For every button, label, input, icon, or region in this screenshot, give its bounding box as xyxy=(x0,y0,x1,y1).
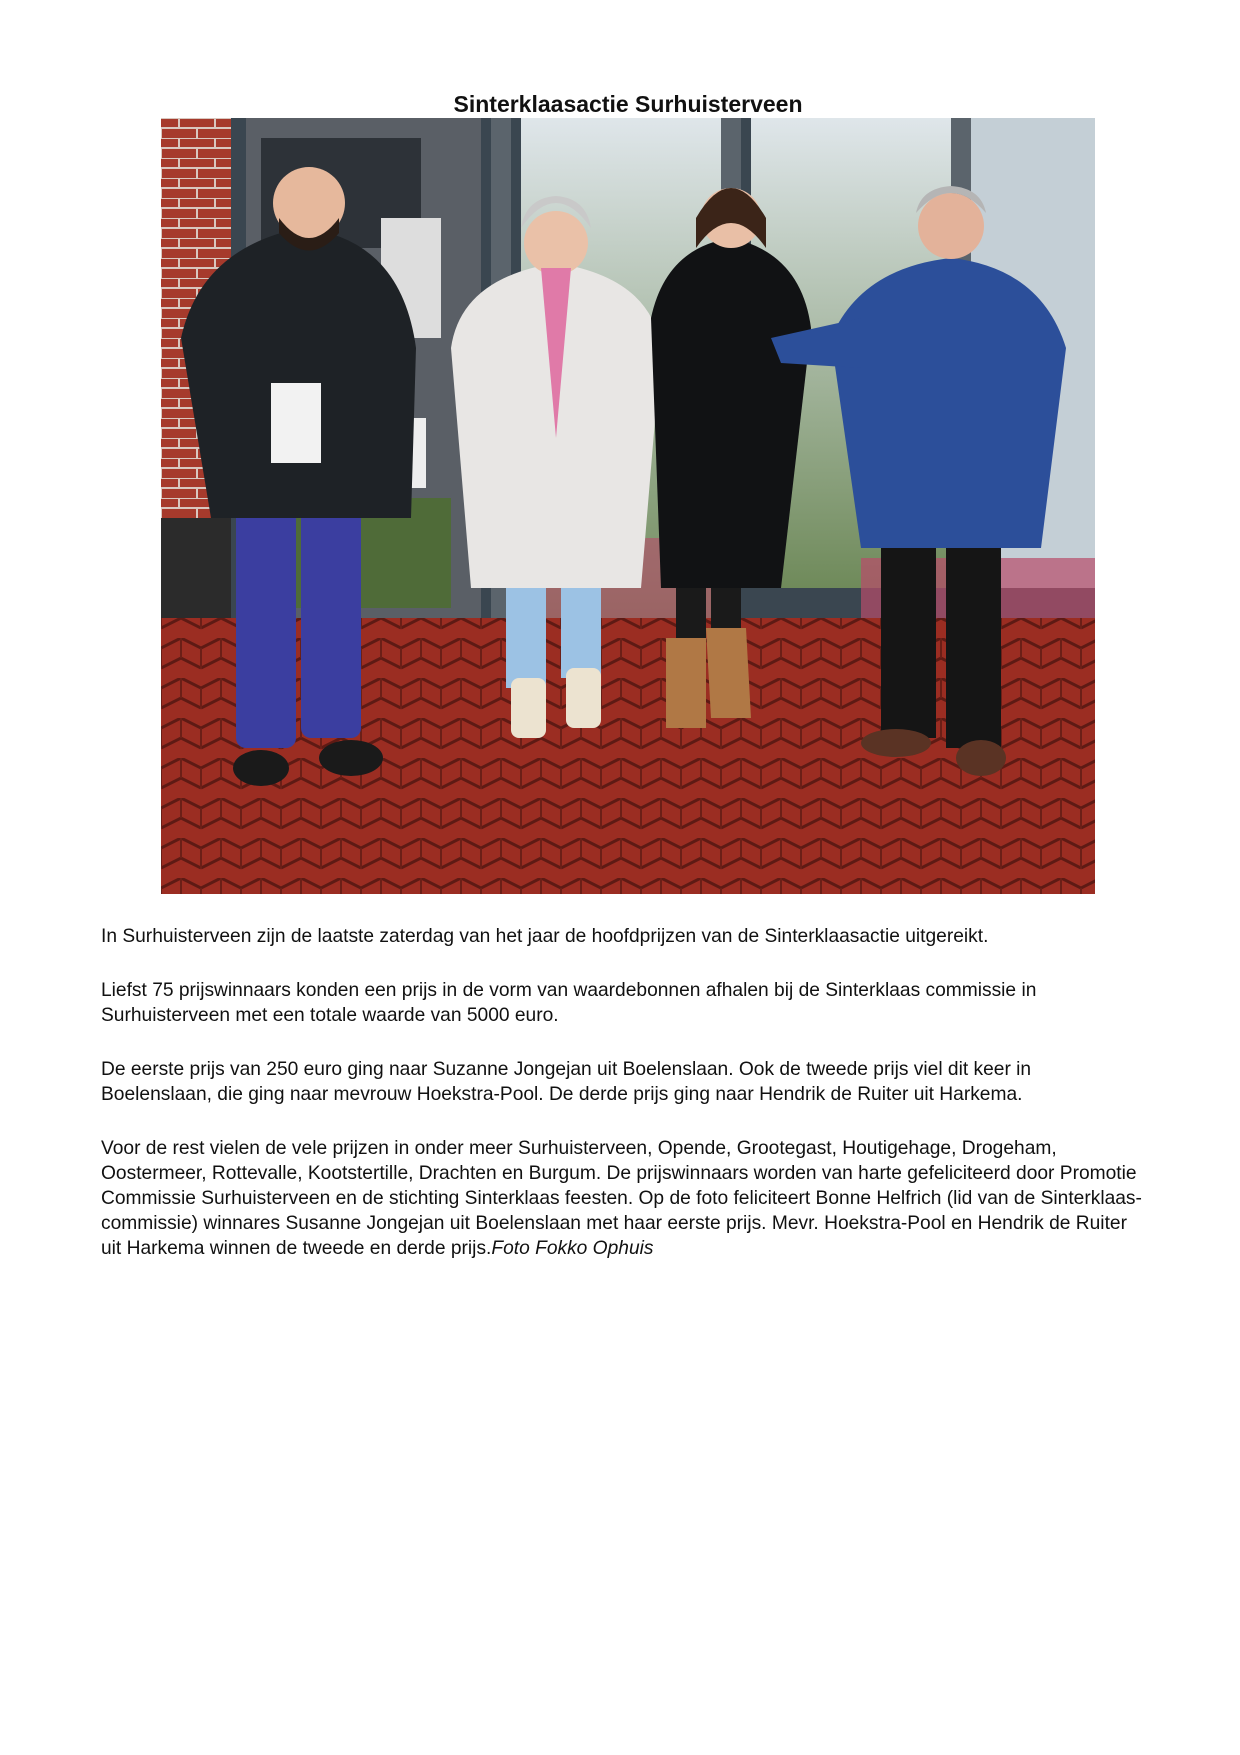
article-paragraph-3: De eerste prijs van 250 euro ging naar Suzanne Jongejan uit Boelenslaan. Ook de tweede prijs viel dit keer in Boelenslaan, die ging naar mevrouw Hoekstra-Pool. De derde prijs ging naar Hendrik de Ruiter uit Harkema. xyxy=(101,1059,1032,1105)
photo-illustration xyxy=(161,118,1095,894)
article-body xyxy=(101,924,1146,1290)
article-paragraph-2: Liefst 75 prijswinnaars konden een prijs in de vorm van waardebonnen afhalen bij de Sinterklaas commissie in Surhuisterveen met een totale waarde van 5000 euro. xyxy=(101,980,1037,1026)
article-title: Sinterklaasactie Surhuisterveen xyxy=(453,91,803,117)
article-paragraph-1: In Surhuisterveen zijn de laatste zaterdag van het jaar de hoofdprijzen van de Sinterklaasactie uitgereikt. xyxy=(101,926,989,947)
photo-credit: Foto Fokko Ophuis xyxy=(491,1238,654,1259)
article-paragraph-4 xyxy=(101,1136,1146,1261)
article-paragraph-4-text: Voor de rest vielen de vele prijzen in onder meer Surhuisterveen, Opende, Grootegast, Houtigehage, Drogeham, Oostermeer, Rottevalle, Kootstertille, Drachten en Burgum. De prijswinnaars worden van harte gefeliciteerd door Promotie Commissie Surhuisterveen en de stichting Sinterklaas feesten. Op de foto feliciteert Bonne Helfrich (lid van de Sinterklaas-commissie) winnares Susanne Jongejan uit Boelenslaan met haar eerste prijs. Mevr. Hoekstra-Pool en Hendrik de Ruiter uit Harkema winnen de tweede en derde prijs. xyxy=(101,1138,1142,1259)
article-photo xyxy=(161,118,1095,894)
